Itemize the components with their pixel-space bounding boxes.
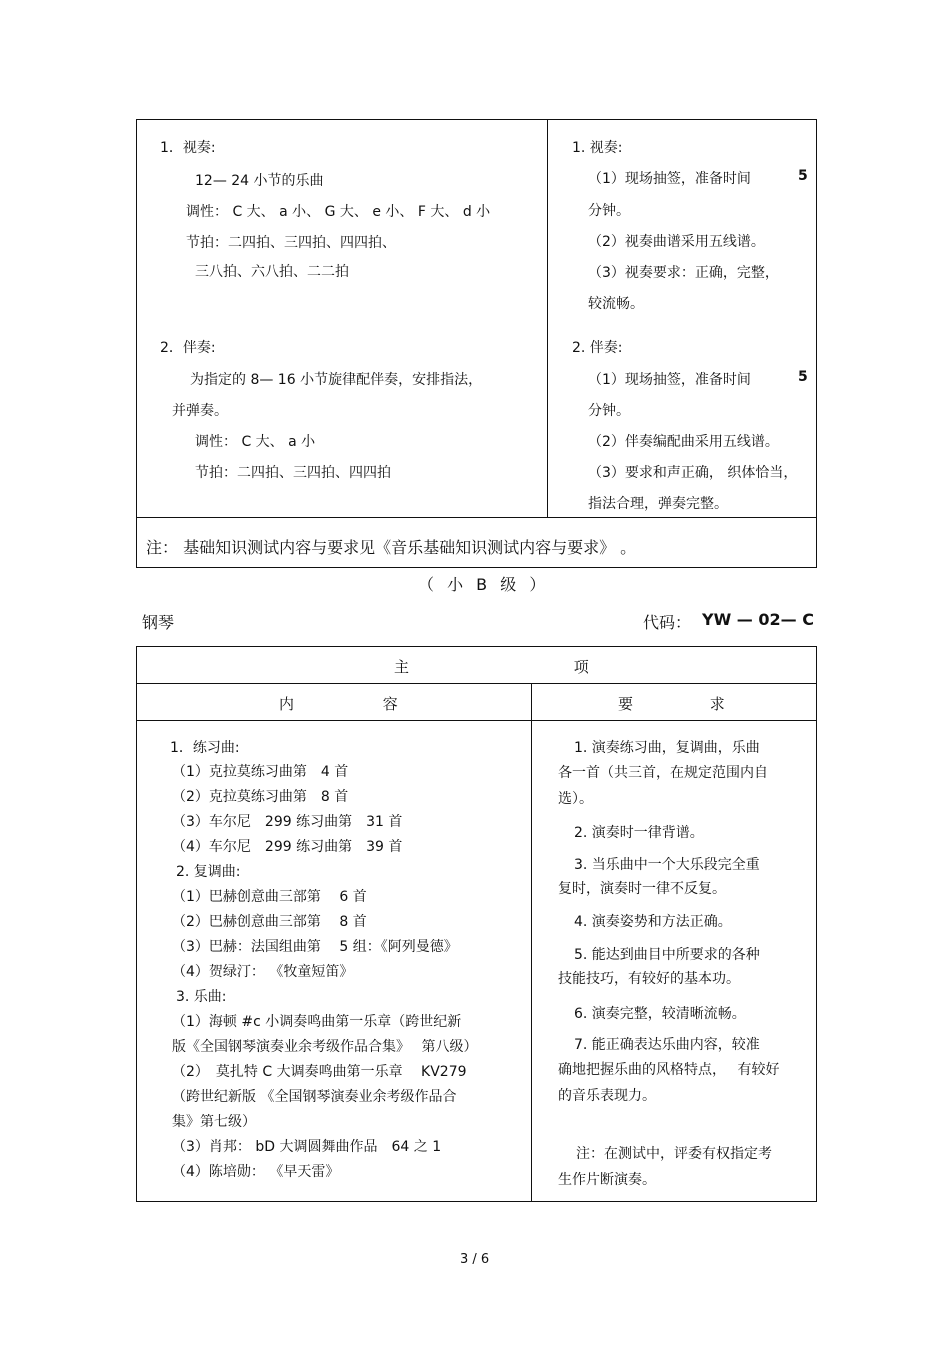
right-sight-reading-item1: （1）现场抽签，准备时间 <box>588 171 751 187</box>
content-line: （1）海顿 #c 小调奏鸣曲第一乐章（跨世纪新 <box>172 1014 462 1030</box>
content-line: 3. 乐曲: <box>176 989 227 1005</box>
requirement-line: 选）。 <box>558 791 593 807</box>
left-sight-reading-meters: 节拍：二四拍、三四拍、四四拍、 <box>186 235 396 251</box>
content-line: （2）巴赫创意曲三部第 8 首 <box>172 914 367 930</box>
table1-note: 注： 基础知识测试内容与要求见《音乐基础知识测试内容与要求》 。 <box>146 538 637 557</box>
right-sight-reading-item1-number: 5 <box>798 168 808 184</box>
content-line: 集》第七级） <box>172 1114 256 1130</box>
content-line: （3）肖邦： bD 大调圆舞曲作品 64 之 1 <box>172 1139 442 1155</box>
right-sight-reading-item3: （3）视奏要求：正确，完整， <box>588 265 779 281</box>
right-accompaniment-item1-unit: 分钟。 <box>588 403 630 419</box>
right-sight-reading-item3-cont: 较流畅。 <box>588 296 644 312</box>
requirement-line: 6. 演奏完整，较清晰流畅。 <box>574 1006 746 1022</box>
requirement-line: 生作片断演奏。 <box>558 1172 656 1188</box>
requirement-line: 技能技巧，有较好的基本功。 <box>558 971 740 987</box>
requirement-line: 5. 能达到曲目中所要求的各种 <box>574 947 760 963</box>
requirement-line: 3. 当乐曲中一个大乐段完全重 <box>574 857 760 873</box>
right-accompaniment-item3-cont: 指法合理，弹奏完整。 <box>588 496 728 512</box>
table2-main-header: 主 项 <box>394 658 589 676</box>
right-sight-reading-item1-unit: 分钟。 <box>588 203 630 219</box>
requirement-line: 复时，演奏时一律不反复。 <box>558 881 726 897</box>
requirement-line: 确地把握乐曲的风格特点， 有较好 <box>558 1062 780 1078</box>
left-sight-reading-meters2: 三八拍、六八拍、二二拍 <box>195 264 349 280</box>
content-line: 2. 复调曲: <box>176 864 241 880</box>
table2-requirements-header: 要 求 <box>618 695 725 713</box>
right-accompaniment-item1-number: 5 <box>798 369 808 385</box>
content-line: （3）车尔尼 299 练习曲第 31 首 <box>172 814 403 830</box>
requirement-line: 各一首（共三首，在规定范围内自 <box>558 765 768 781</box>
subject-label: 钢琴 <box>142 613 175 632</box>
requirement-line: 注：在测试中，评委有权指定考 <box>576 1146 772 1162</box>
content-line: （1）克拉莫练习曲第 4 首 <box>172 764 349 780</box>
left-sight-reading-heading: 1．视奏: <box>160 140 216 156</box>
requirement-line: 7. 能正确表达乐曲内容，较准 <box>574 1037 760 1053</box>
right-accompaniment-item3: （3）要求和声正确， 织体恰当， <box>588 465 798 481</box>
content-line: （4）贺绿汀： 《牧童短笛》 <box>172 964 354 980</box>
table2-content-header: 内 容 <box>279 695 398 713</box>
requirement-line: 2. 演奏时一律背谱。 <box>574 825 704 841</box>
left-accompaniment-heading: 2．伴奏: <box>160 340 216 356</box>
code-label: 代码： <box>643 613 692 632</box>
right-accompaniment-item2: （2）伴奏编配曲采用五线谱。 <box>588 434 779 450</box>
right-sight-reading-item2: （2）视奏曲谱采用五线谱。 <box>588 234 765 250</box>
right-sight-reading-heading: 1. 视奏: <box>572 140 623 156</box>
page-number: 3 / 6 <box>460 1252 490 1267</box>
left-sight-reading-measures: 12— 24 小节的乐曲 <box>195 173 324 189</box>
content-line: （4）陈培勋： 《早天雷》 <box>172 1164 340 1180</box>
content-line: （跨世纪新版 《全国钢琴演奏业余考级作品合 <box>172 1089 457 1105</box>
level-heading: （ 小 B 级 ） <box>418 575 550 594</box>
content-line: （3）巴赫：法国组曲第 5 组：《阿列曼德》 <box>172 939 458 955</box>
requirement-line: 4. 演奏姿势和方法正确。 <box>574 914 732 930</box>
content-line: 版《全国钢琴演奏业余考级作品合集》 第八级） <box>172 1039 478 1055</box>
requirement-line: 的音乐表现力。 <box>558 1088 656 1104</box>
left-sight-reading-keys: 调性： C 大、 a 小、 G 大、 e 小、 F 大、 d 小 <box>186 204 491 220</box>
content-line: （2）克拉莫练习曲第 8 首 <box>172 789 349 805</box>
content-line: （1）巴赫创意曲三部第 6 首 <box>172 889 367 905</box>
left-accompaniment-line2: 并弹奏。 <box>172 403 228 419</box>
left-accompaniment-keys: 调性： C 大、 a 小 <box>195 434 316 450</box>
code-value: YW — 02— C <box>702 610 814 629</box>
right-accompaniment-item1: （1）现场抽签，准备时间 <box>588 372 751 388</box>
left-accompaniment-line1: 为指定的 8— 16 小节旋律配伴奏，安排指法， <box>190 372 483 388</box>
left-accompaniment-meters: 节拍：二四拍、三四拍、四四拍 <box>195 465 391 481</box>
content-line: （4）车尔尼 299 练习曲第 39 首 <box>172 839 403 855</box>
requirement-line: 1. 演奏练习曲，复调曲，乐曲 <box>574 740 760 756</box>
right-accompaniment-heading: 2. 伴奏: <box>572 340 623 356</box>
content-line: 1．练习曲: <box>170 740 240 756</box>
content-line: （2） 莫扎特 C 大调奏鸣曲第一乐章 KV279 <box>172 1064 467 1080</box>
